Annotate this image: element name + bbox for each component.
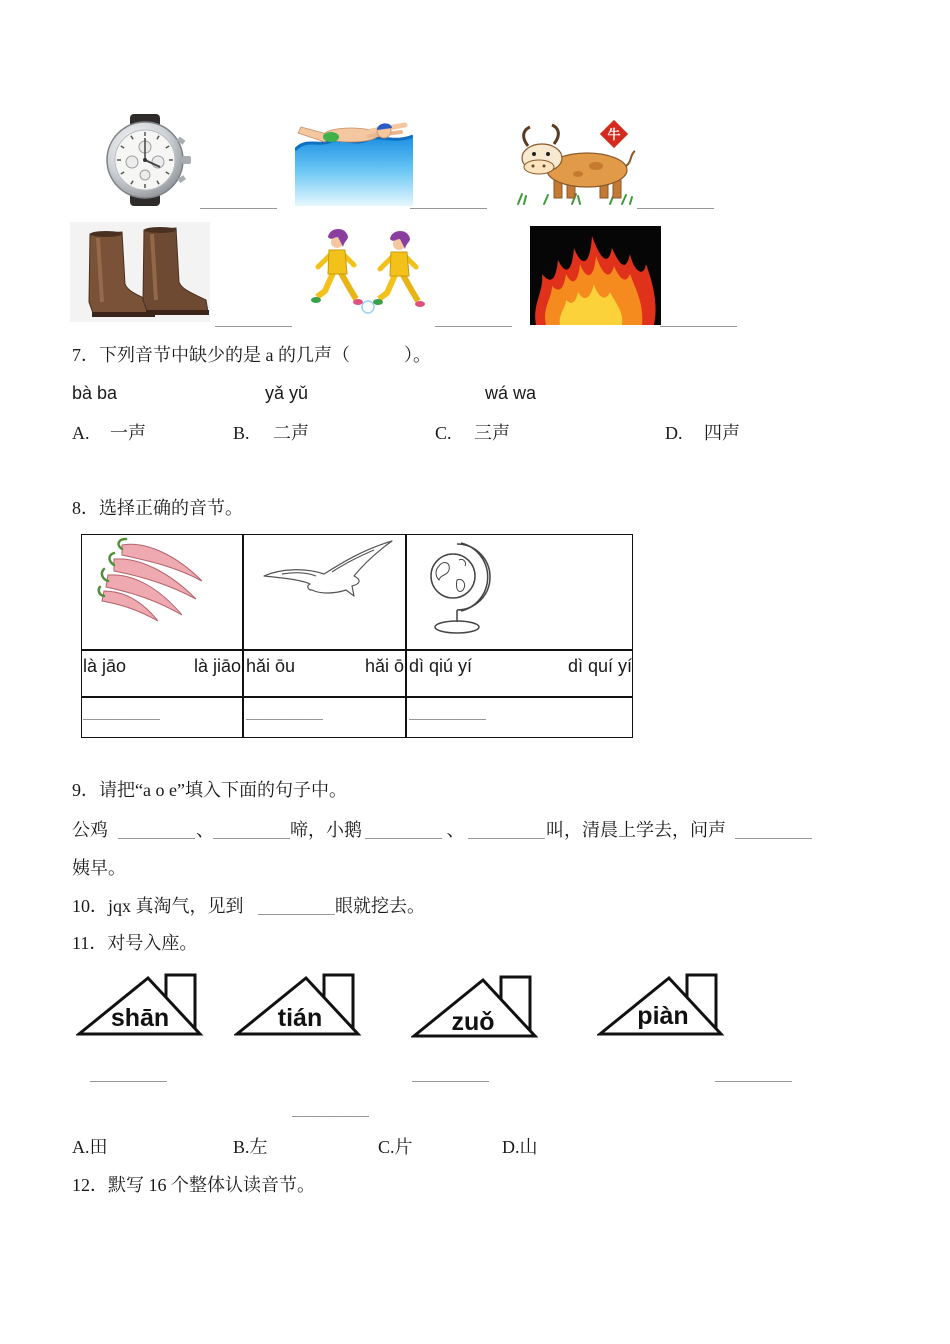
table-answer-blank-1: ________	[83, 701, 161, 720]
q10-blank: ________	[258, 896, 336, 915]
picture-blank-cow: ________	[637, 190, 715, 209]
q7-syllable-3: wá wa	[485, 383, 537, 403]
table-cell-choices-2	[246, 655, 404, 677]
question-12-title: 12．默写 16 个整体认读音节。	[72, 1175, 315, 1195]
q11-blank-3: ________	[412, 1063, 490, 1082]
question-10-text: 10．jqx 真淘气，见到	[72, 896, 244, 916]
house-pinyin: tián	[277, 1004, 323, 1032]
question-11-title: 11．对号入座。	[72, 933, 198, 953]
swimmer-picture	[295, 116, 413, 206]
water	[295, 136, 413, 206]
q11-option-d: D.山	[502, 1137, 538, 1157]
runner-right	[373, 231, 425, 307]
q9-text: 、	[196, 820, 214, 840]
house-pinyin: shān	[110, 1004, 170, 1032]
table-cell-choices-3	[409, 655, 632, 677]
house-pinyin: zuǒ	[451, 1008, 495, 1036]
runner-left	[311, 229, 363, 305]
q9-blank: ________	[118, 820, 196, 839]
q7-option-d-label: D.	[665, 423, 683, 443]
q9-text: 、	[442, 820, 465, 840]
question-9-title: 9．请把“a o e”填入下面的句子中。	[72, 780, 347, 800]
q9-blank: ________	[365, 820, 443, 839]
watch-picture	[94, 114, 196, 206]
house-shan	[76, 972, 204, 1038]
q7-option-c-text: 三声	[474, 423, 510, 443]
q7-syllable-1: bà ba	[72, 383, 118, 403]
choice-a: là jāo	[83, 656, 127, 676]
choice-b: là jiāo	[193, 656, 241, 676]
table-answer-blank-3: ________	[409, 701, 487, 720]
q11-blank-1: ________	[90, 1063, 168, 1082]
q9-text-line2: 姨早。	[72, 858, 126, 878]
fire-picture	[530, 226, 661, 325]
q9-blank: ________	[468, 820, 546, 839]
house-tian	[234, 972, 362, 1038]
picture-blank-boots: ________	[215, 308, 293, 327]
q7-option-a-label: A.	[72, 423, 90, 443]
choice-b: hǎi ō	[364, 656, 404, 676]
house-zuo	[411, 974, 539, 1040]
question-8-title: 8．选择正确的音节。	[72, 498, 243, 518]
q9-text: 公鸡	[72, 820, 113, 840]
question-10-text-end: 眼就挖去。	[335, 896, 425, 916]
q9-blank: ________	[213, 820, 291, 839]
picture-blank-swimmer: ________	[410, 190, 488, 209]
cow-picture	[514, 118, 636, 206]
table-divider	[81, 696, 633, 698]
cow-sign-text: 牛	[607, 127, 621, 142]
question-7-title: 7．下列音节中缺少的是 a 的几声（ ）。	[72, 345, 431, 365]
watermark-mark	[362, 301, 374, 313]
globe-sphere	[431, 554, 475, 598]
q9-text: 啼，小鹅	[290, 820, 362, 840]
table-divider	[81, 649, 633, 651]
q7-option-c-label: C.	[435, 423, 452, 443]
q9-text: 叫，清晨上学去，问声	[546, 820, 726, 840]
q9-blank: ________	[735, 820, 813, 839]
table-divider	[405, 534, 407, 738]
q7-option-b-label: B.	[233, 423, 250, 443]
house-pian	[597, 972, 725, 1038]
choice-a: dì qiú yí	[409, 656, 473, 676]
cow-sign	[600, 120, 628, 148]
q7-option-a-text: 一声	[110, 423, 146, 443]
table-divider	[242, 534, 244, 738]
q11-blank-4: ________	[715, 1063, 793, 1082]
q7-syllable-2: yǎ yǔ	[265, 383, 309, 403]
chili-peppers-picture	[96, 537, 206, 625]
q7-option-d-text: 四声	[704, 423, 740, 443]
seagull-picture	[262, 538, 394, 602]
runners-picture	[310, 225, 432, 323]
house-pinyin: piàn	[637, 1002, 689, 1030]
q11-option-a: A.田	[72, 1137, 108, 1157]
q11-option-c: C.片	[378, 1137, 413, 1157]
choice-b: dì quí yí	[567, 656, 632, 676]
cow-head	[522, 125, 562, 174]
picture-blank-runners: ________	[435, 308, 513, 327]
picture-blank-watch: ________	[200, 190, 278, 209]
q7-option-b-text: 二声	[273, 423, 309, 443]
choice-a: hǎi ōu	[246, 656, 296, 676]
seagull-outline	[264, 541, 392, 596]
table-cell-choices-1	[83, 655, 241, 677]
q11-blank-2: ________	[292, 1098, 370, 1117]
boots-picture	[70, 222, 210, 322]
watch-dial	[115, 130, 175, 190]
peppers	[102, 544, 202, 621]
picture-blank-fire: ________	[660, 308, 738, 327]
table-answer-blank-2: ________	[246, 701, 324, 720]
globe-picture	[423, 540, 495, 636]
q11-option-b: B.左	[233, 1137, 268, 1157]
